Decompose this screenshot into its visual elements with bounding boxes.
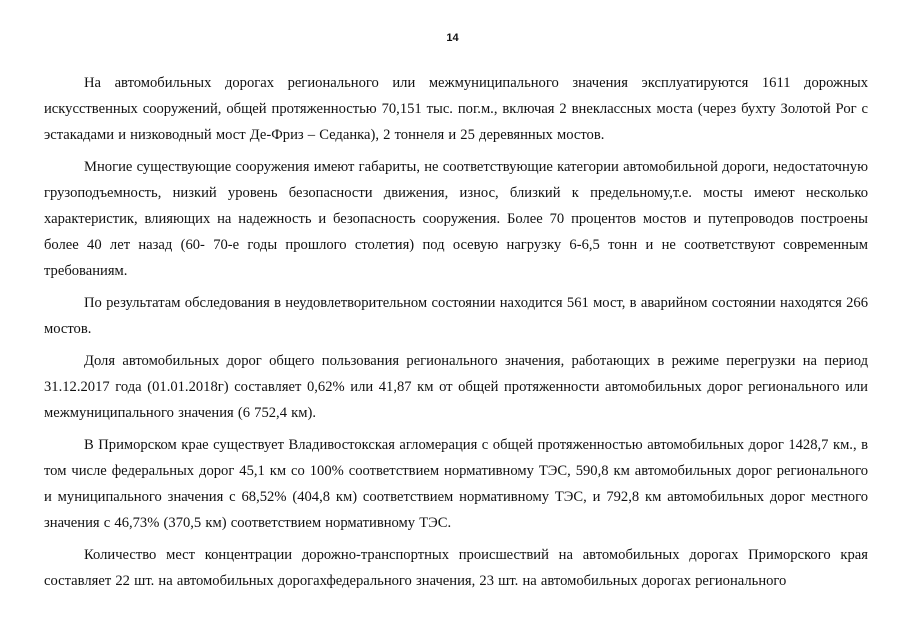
- page-number: 14: [446, 32, 459, 44]
- paragraph-overloaded-roads: Доля автомобильных дорог общего пользования регионального значения, работающих в режиме перегрузки на период 31.12.2017 года (01.01.2018г) составляет 0,62% или 41,87 км от общей протяженности автомобильных дорог регионального или межмуниципального значения (6 752,4 км).: [44, 353, 868, 421]
- paragraph-structure-condition: Многие существующие сооружения имеют габариты, не соответствующие категории автомобильной дороги, недостаточную грузоподъемность, низкий уровень безопасности движения, износ, близкий к предельному,т.е. мосты имеют несколько характеристик, влияющих на надежность и безопасность сооружения. Более 70 процентов мостов и путепроводов построены более 40 лет назад (60- 70-е годы прошлого столетия) под осевую нагрузку 6-6,5 тонн и не соответствуют современным требованиям.: [44, 159, 868, 279]
- paragraph-bridges-overview: На автомобильных дорогах регионального или межмуниципального значения эксплуатируются 1611 дорожных искусственных сооружений, общей протяженностью 70,151 тыс. пог.м., включая 2 внеклассных моста (через бухту Золотой Рог с эстакадами и низководный мост Де-Фриз – Седанка), 2 тоннеля и 25 деревянных мостов.: [44, 75, 868, 143]
- paragraph-inspection-results: По результатам обследования в неудовлетворительном состоянии находится 561 мост, в аварийном состоянии находятся 266 мостов.: [44, 295, 868, 337]
- document-body: [44, 70, 868, 594]
- paragraph-vladivostok-agglomeration: В Приморском крае существует Владивостокская агломерация с общей протяженностью автомобильных дорог 1428,7 км., в том числе федеральных дорог 45,1 км со 100% соответствием нормативному ТЭС, 590,8 км автомобильных дорог регионального и муниципального значения с 68,52% (404,8 км) соответствием нормативному ТЭС, и 792,8 км автомобильных дорог местного значения с 46,73% (370,5 км) соответствием нормативному ТЭС.: [44, 437, 868, 531]
- paragraph-accident-concentration: Количество мест концентрации дорожно-транспортных происшествий на автомобильных дорогах Приморского края составляет 22 шт. на автомобильных дорогахфедерального значения, 23 шт. на автомобильных дорогах регионального: [44, 547, 868, 589]
